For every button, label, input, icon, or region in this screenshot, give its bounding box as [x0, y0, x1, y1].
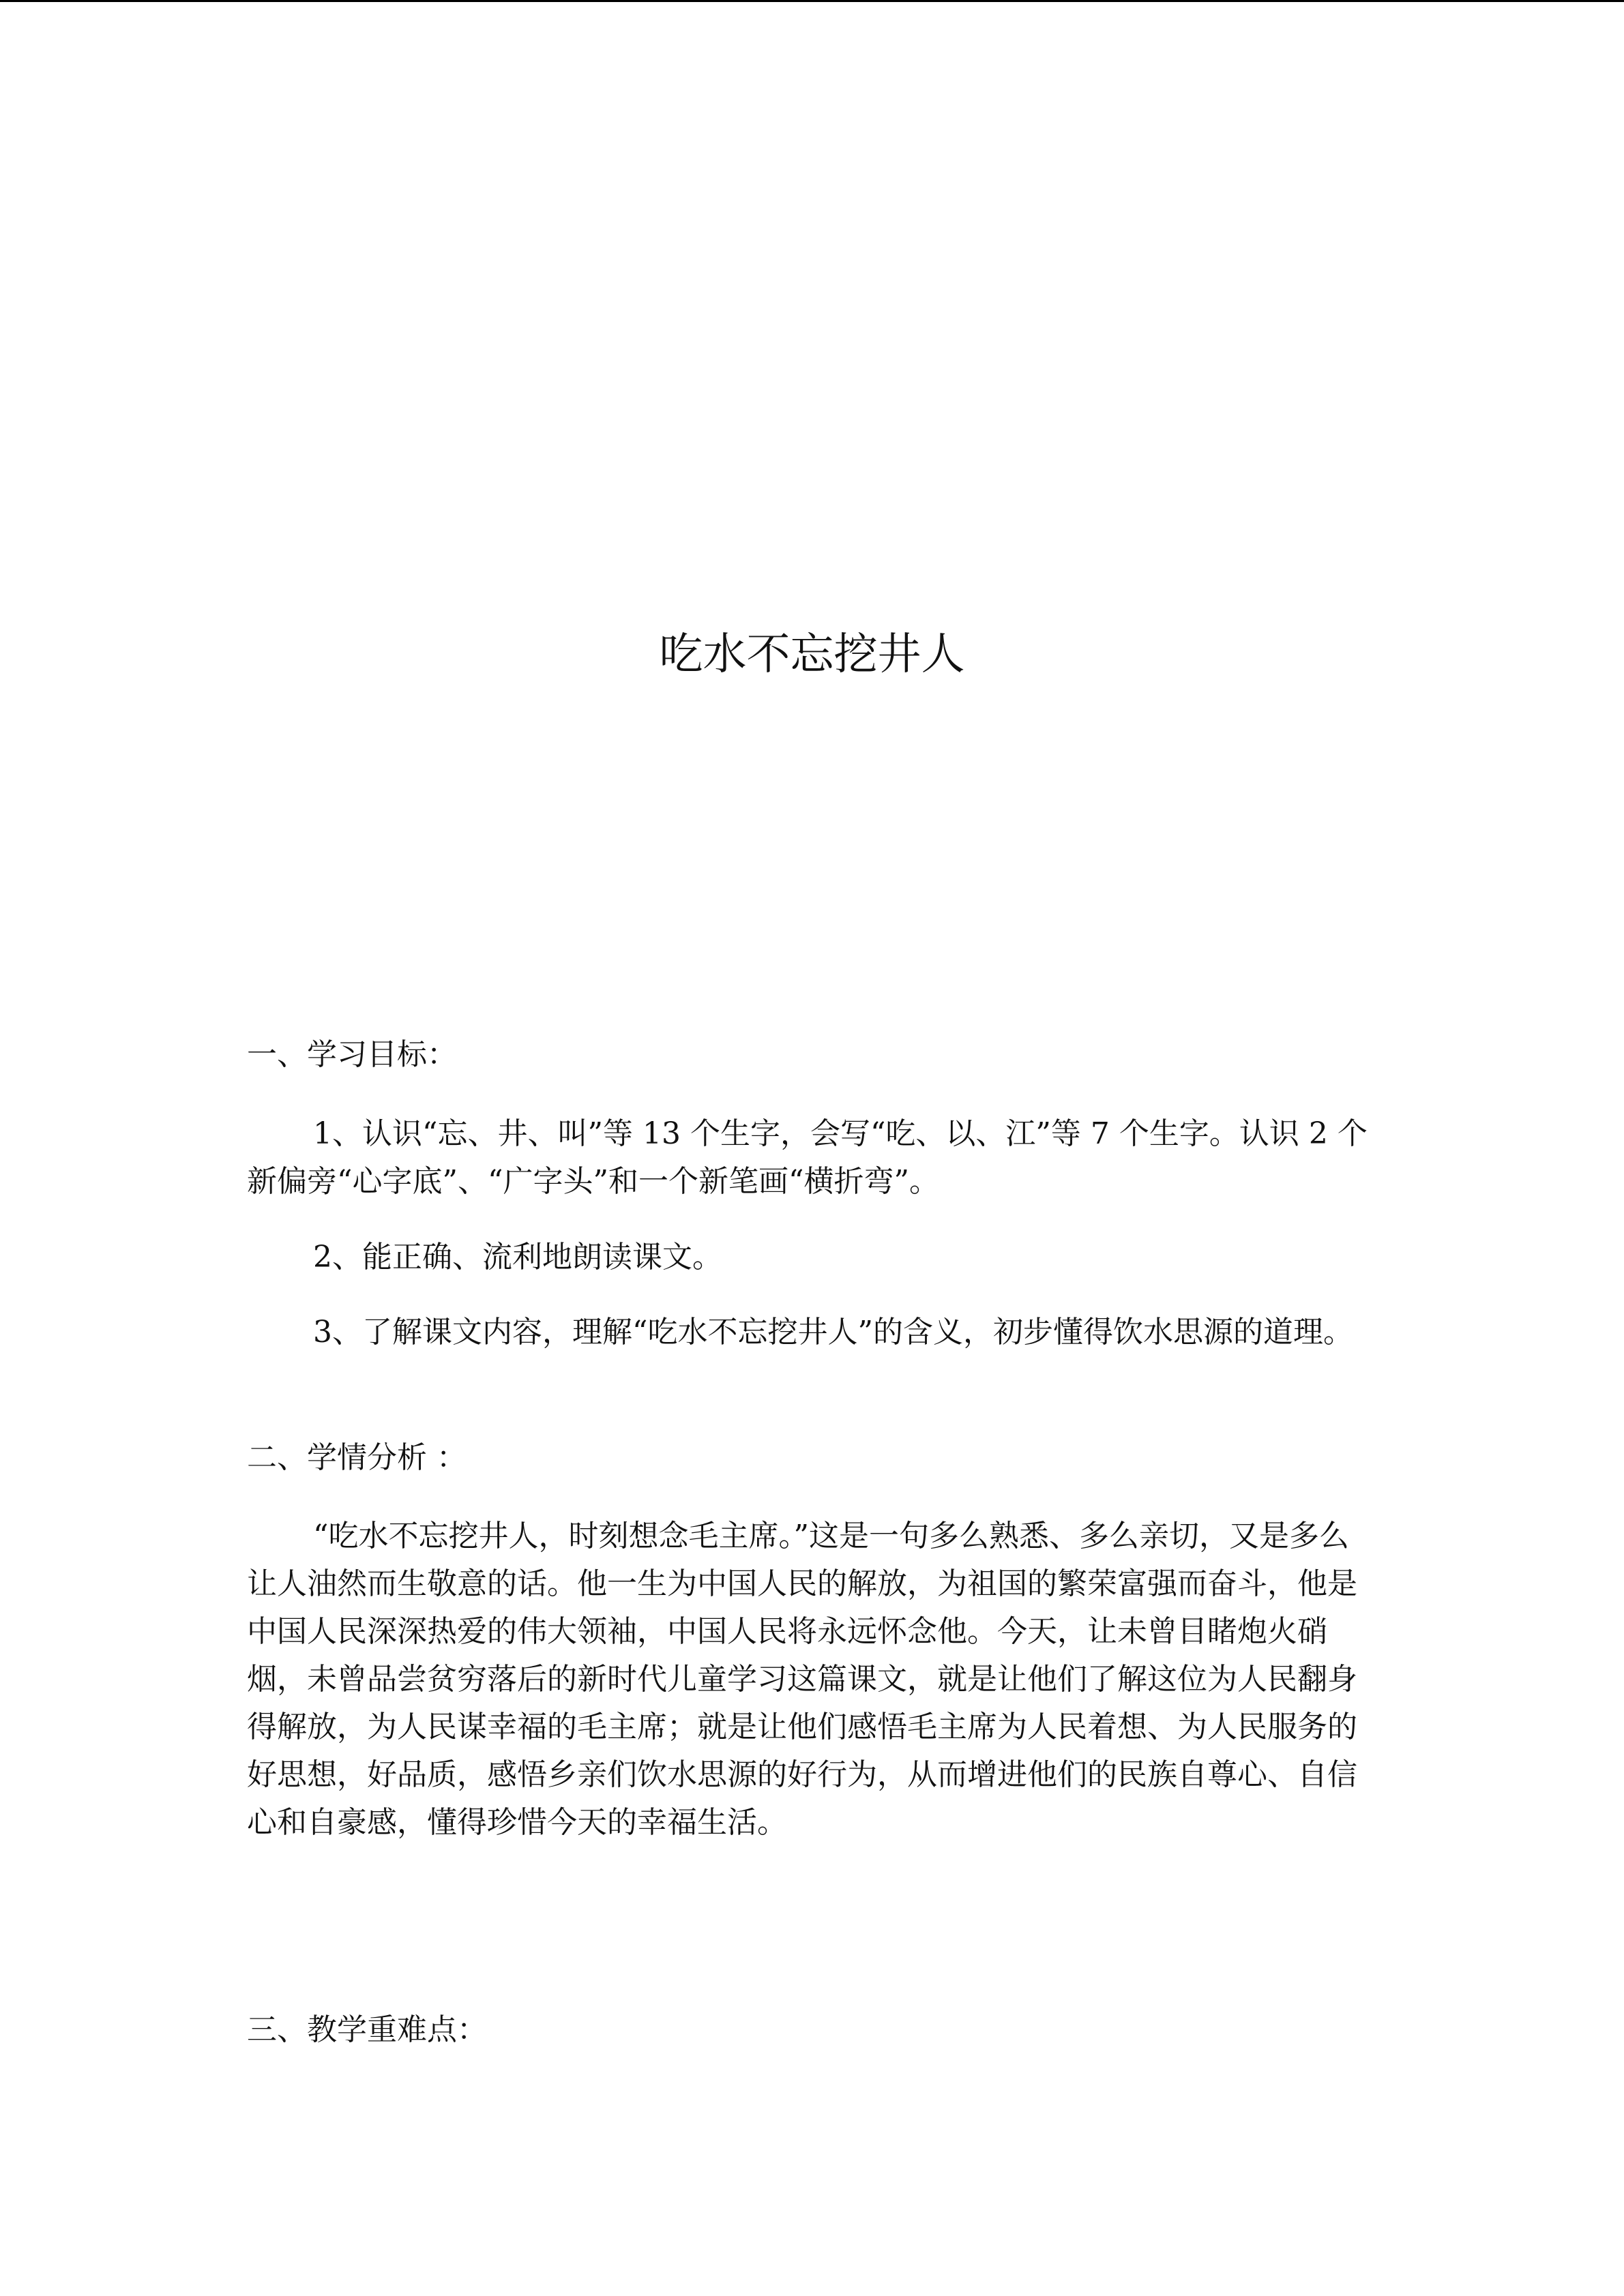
page-top-border [0, 0, 1624, 2]
goal-item-2: 2、能正确、流利地朗读课文。 [313, 1240, 722, 1274]
goal-item-1: 1、认识“忘、井、叫”等 13 个生字，会写“吃、以、江”等 7 个生字。认识 2 个新偏旁“心字底”、“广字头”和一个新笔画“横折弯”。 [247, 1116, 1368, 1199]
analysis-paragraph: “吃水不忘挖井人，时刻想念毛主席。”这是一句多么熟悉、多么亲切，又是多么让人油然而生敬意的话。他一生为中国人民的解放，为祖国的繁荣富强而奋斗，他是中国人民深深热爱的伟大领袖，中国人民将永远怀念他。今天，让未曾目睹炮火硝烟，未曾品尝贫穷落后的新时代儿童学习这篇课文，就是让他们了解这位为人民翻身得解放，为人民谋幸福的毛主席；就是让他们感悟毛主席为人民着想、为人民服务的好思想，好品质，感悟乡亲们饮水思源的好行为，从而增进他们的民族自尊心、自信心和自豪感，懂得珍惜今天的幸福生活。 [247, 1519, 1357, 1840]
section-heading-key-points: 三、教学重难点： [247, 2012, 487, 2047]
section-heading-analysis: 二、学情分析 ： [247, 1440, 467, 1475]
section-heading-goals: 一、学习目标： [247, 1037, 457, 1072]
document-title: 吃水不忘挖井人 [659, 629, 965, 680]
goal-item-3: 3、了解课文内容，理解“吃水不忘挖井人”的含义，初步懂得饮水思源的道理。 [313, 1315, 1353, 1350]
